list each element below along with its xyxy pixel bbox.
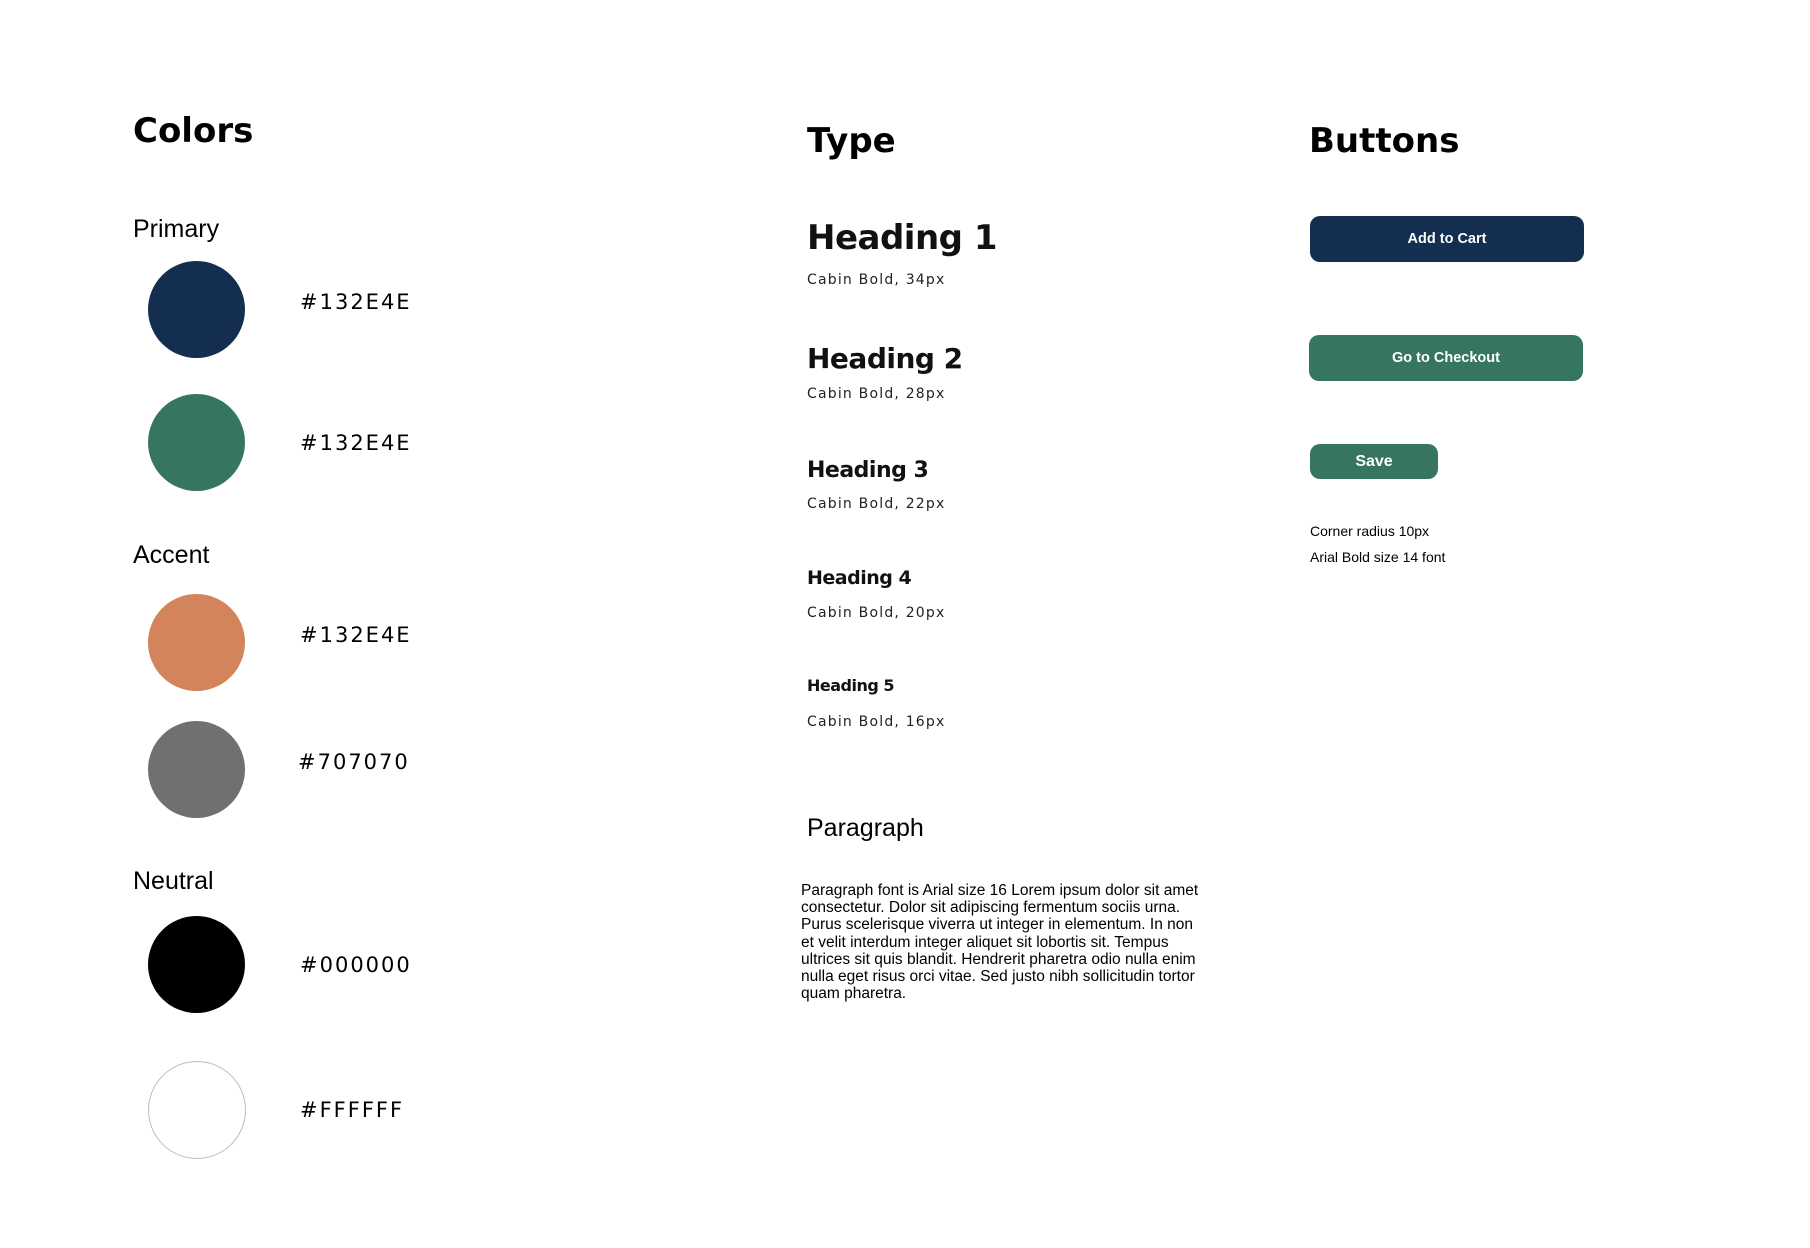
corner-radius-note: Corner radius 10px <box>1310 523 1430 539</box>
heading-1-spec: Cabin Bold, 34px <box>807 272 946 288</box>
swatch-neutral-black <box>148 916 245 1013</box>
heading-1-sample: Heading 1 <box>807 218 997 258</box>
heading-4-sample: Heading 4 <box>807 567 912 589</box>
type-title: Type <box>807 121 896 161</box>
heading-2-spec: Cabin Bold, 28px <box>807 386 946 402</box>
swatch-accent-orange <box>148 594 245 691</box>
button-font-note: Arial Bold size 14 font <box>1310 549 1446 565</box>
swatch-primary-navy <box>148 261 245 358</box>
hex-neutral-black: #000000 <box>300 953 412 977</box>
accent-group-label: Accent <box>133 541 210 569</box>
buttons-title: Buttons <box>1309 121 1460 161</box>
heading-5-spec: Cabin Bold, 16px <box>807 714 946 730</box>
paragraph-sample: Paragraph font is Arial size 16 Lorem ipsum dolor sit amet consectetur. Dolor sit adipiscing fermentum sociis urna. Purus scelerisque viverra ut integer in elementum. In non et velit interdum integer aliquet sit lobortis sit. Tempus ultrices sit quis blandit. Hendrerit pharetra odio nulla enim nulla eget risus orci vitae. Sed justo nibh sollicitudin tortor quam pharetra. <box>801 882 1199 1003</box>
swatch-primary-green <box>148 394 245 491</box>
swatch-neutral-white <box>148 1061 246 1159</box>
heading-4-spec: Cabin Bold, 20px <box>807 605 946 621</box>
hex-accent-orange: #132E4E <box>300 623 412 647</box>
swatch-accent-gray <box>148 721 245 818</box>
hex-primary-green: #132E4E <box>300 431 412 455</box>
heading-5-sample: Heading 5 <box>807 676 895 695</box>
hex-neutral-white: #FFFFFF <box>300 1098 405 1122</box>
hex-accent-gray: #707070 <box>298 750 410 774</box>
colors-title: Colors <box>133 111 254 151</box>
paragraph-title: Paragraph <box>807 814 924 842</box>
heading-3-sample: Heading 3 <box>807 458 929 483</box>
hex-primary-navy: #132E4E <box>300 290 412 314</box>
go-to-checkout-button[interactable]: Go to Checkout <box>1309 335 1583 381</box>
neutral-group-label: Neutral <box>133 867 214 895</box>
heading-3-spec: Cabin Bold, 22px <box>807 496 946 512</box>
add-to-cart-button[interactable]: Add to Cart <box>1310 216 1584 262</box>
heading-2-sample: Heading 2 <box>807 342 963 375</box>
save-button[interactable]: Save <box>1310 444 1438 479</box>
primary-group-label: Primary <box>133 215 220 243</box>
